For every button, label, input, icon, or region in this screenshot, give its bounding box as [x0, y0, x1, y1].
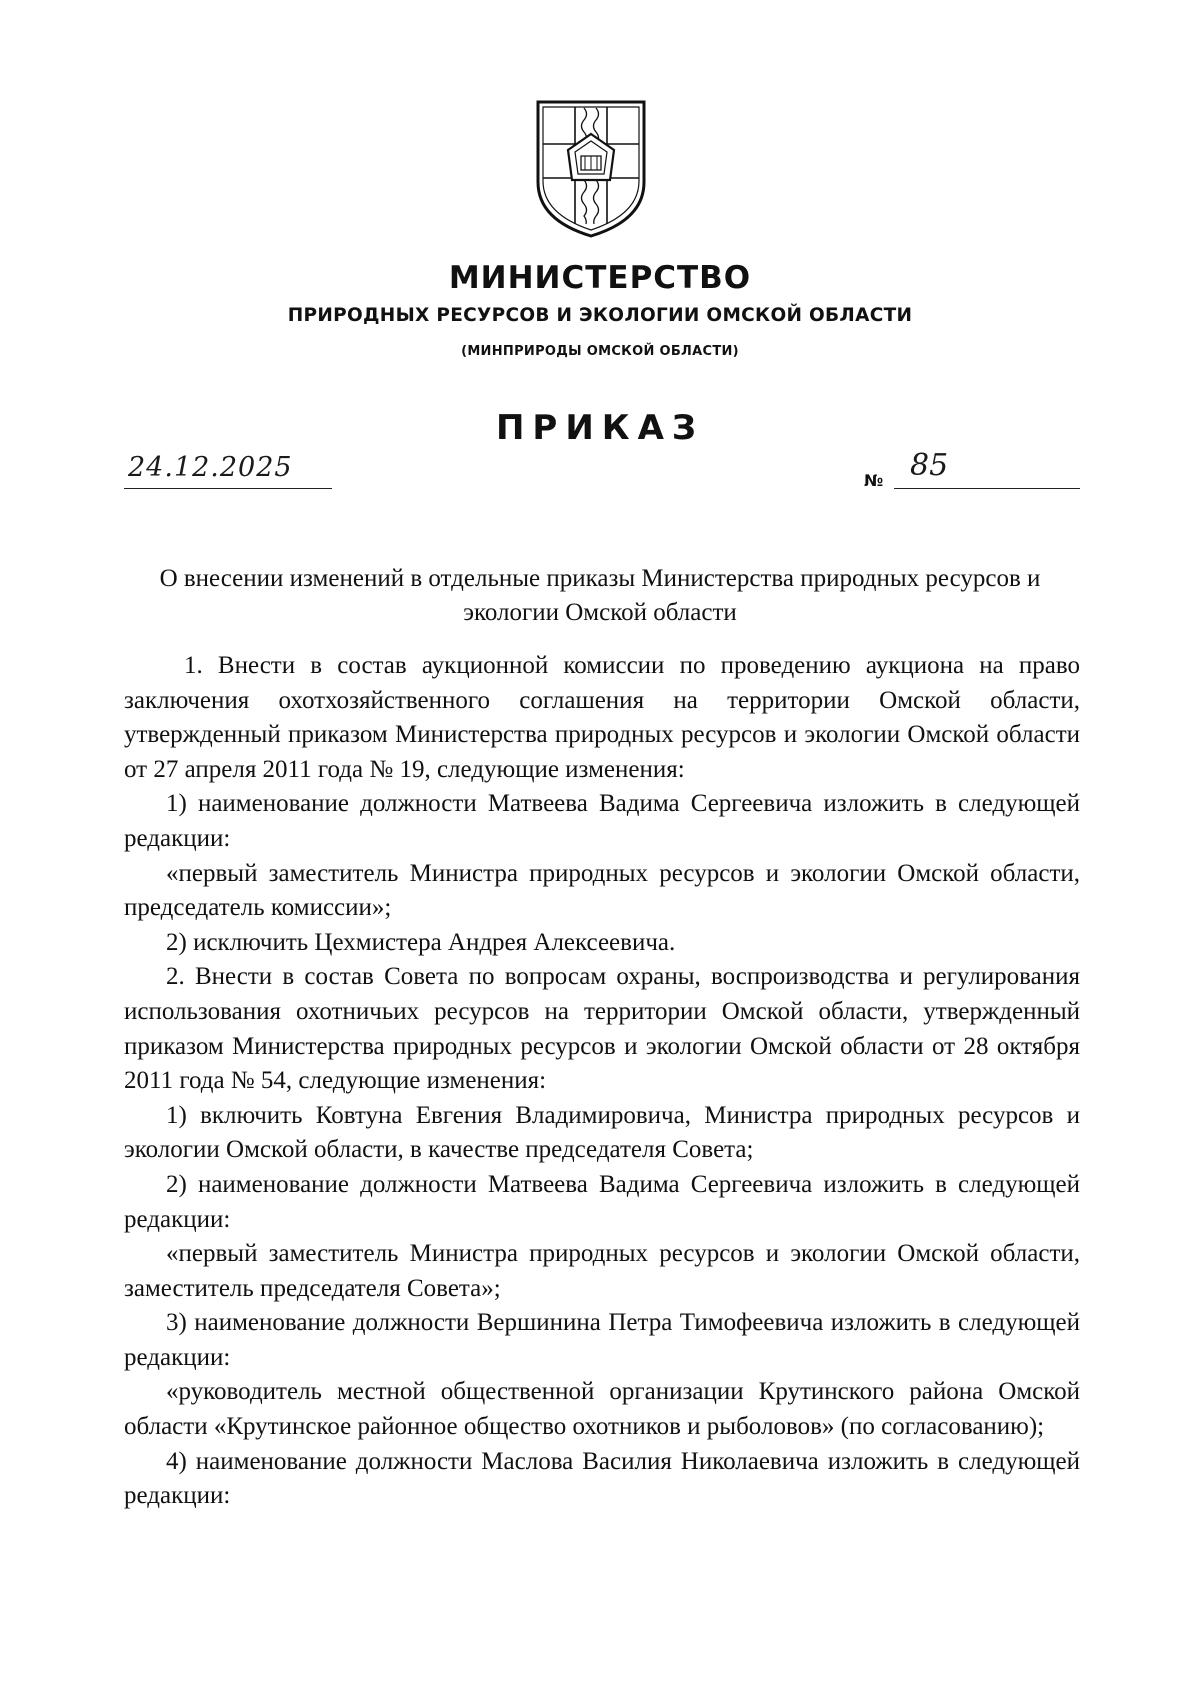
- paragraph: 2) исключить Цехмистера Андрея Алексеевича.: [166, 928, 676, 956]
- paragraph: 4) наименование должности Маслова Василия Николаевича изложить в следующей редакции:: [124, 1447, 1080, 1510]
- order-date: 24.12.2025: [128, 452, 293, 483]
- paragraph: «первый заместитель Министра природных ресурсов и экологии Омской области, заместитель председателя Совета»;: [124, 1240, 1080, 1302]
- number-underline: [894, 488, 1080, 489]
- date-underline: [124, 488, 332, 489]
- ministry-short-name: (МИНПРИРОДЫ ОМСКОЙ ОБЛАСТИ): [461, 344, 739, 359]
- paragraph: 3) наименование должности Вершинина Петра Тимофеевича изложить в следующей редакции:: [124, 1309, 1080, 1371]
- ministry-name-line2: ПРИРОДНЫХ РЕСУРСОВ И ЭКОЛОГИИ ОМСКОЙ ОБЛАСТИ: [287, 305, 913, 326]
- paragraph: 1) наименование должности Матвеева Вадима Сергеевича изложить в следующей редакции:: [124, 790, 1080, 852]
- paragraph: «руководитель местной общественной организации Крутинского района Омской области «Крутинское районное общество охотников и рыболовов» (по согласованию);: [124, 1378, 1080, 1441]
- order-body: [124, 649, 1080, 1514]
- order-date-field: [124, 450, 332, 490]
- paragraph: 2. Внести в состав Совета по вопросам охраны, воспроизводства и регулирования использования охотничьих ресурсов на территории Омской области, утвержденный приказом Министерства природных ресурсов и экологии Омской области от 28 октября 2011 года № 54, следующие изменения:: [124, 963, 1080, 1095]
- paragraph: «первый заместитель Министра природных ресурсов и экологии Омской области, председатель комиссии»;: [124, 859, 1080, 922]
- order-subject: О внесении изменений в отдельные приказы Министерства природных ресурсов и экологии Омской области: [159, 565, 1041, 626]
- order-number: 85: [910, 448, 949, 483]
- ministry-name-line1: МИНИСТЕРСТВО: [448, 260, 752, 296]
- order-number-field: [894, 448, 1080, 492]
- order-number-label: №: [864, 471, 884, 490]
- paragraph: 2) наименование должности Матвеева Вадима Сергеевича изложить в следующей редакции:: [124, 1170, 1080, 1233]
- paragraph: 1. Внести в состав аукционной комиссии по проведению аукциона на право заключения охотхозяйственного соглашения на территории Омской области, утвержденный приказом Министерства природных ресурсов и экологии Омской области от 27 апреля 2011 года № 19, следующие изменения:: [124, 652, 1080, 783]
- coat-of-arms-icon: [534, 98, 648, 240]
- document-type-title: ПРИКАЗ: [495, 408, 705, 448]
- paragraph: 1) включить Ковтуна Евгения Владимировича, Министра природных ресурсов и экологии Омской области, в качестве председателя Совета;: [124, 1101, 1080, 1164]
